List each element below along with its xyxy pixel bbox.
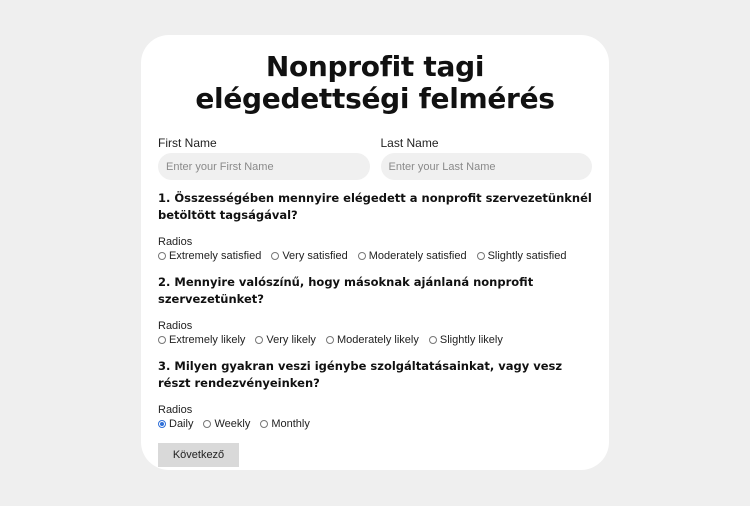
next-button[interactable]: Következő [158, 443, 239, 467]
radio-icon[interactable] [255, 336, 263, 344]
option-label: Extremely satisfied [169, 250, 262, 262]
option-label: Weekly [214, 418, 251, 430]
option-label: Slightly satisfied [487, 250, 567, 262]
option-label: Moderately satisfied [368, 250, 467, 262]
option-label: Daily [169, 418, 194, 430]
radio-icon[interactable] [358, 252, 366, 260]
option-daily[interactable] [158, 418, 193, 430]
first-name-label: First Name [158, 136, 217, 150]
question-3-radios-label: Radios [158, 404, 193, 416]
first-name-input[interactable] [158, 153, 370, 180]
radio-icon[interactable] [158, 336, 166, 344]
question-3-options [158, 418, 592, 430]
radio-icon[interactable] [203, 420, 211, 428]
radio-checked-icon[interactable] [158, 420, 166, 428]
radio-icon[interactable] [326, 336, 334, 344]
last-name-input[interactable] [381, 153, 593, 180]
option-extremely-likely[interactable] [158, 334, 245, 346]
option-very-likely[interactable] [255, 334, 316, 346]
option-label: Extremely likely [169, 334, 246, 346]
question-2: 2. Mennyire valószínű, hogy másoknak ajánlaná nonprofit szervezetünket? [158, 275, 534, 306]
survey-card [141, 35, 609, 470]
option-slightly-likely[interactable] [429, 334, 503, 346]
option-weekly[interactable] [203, 418, 250, 430]
option-extremely-satisfied[interactable] [158, 250, 261, 262]
form-title: Nonprofit tagi elégedettségi felmérés [195, 50, 555, 115]
radio-icon[interactable] [260, 420, 268, 428]
option-label: Monthly [271, 418, 310, 430]
option-monthly[interactable] [260, 418, 310, 430]
question-1-radios-label: Radios [158, 236, 193, 248]
option-moderately-satisfied[interactable] [358, 250, 467, 262]
name-row [158, 136, 592, 180]
option-moderately-likely[interactable] [326, 334, 419, 346]
radio-icon[interactable] [271, 252, 279, 260]
question-1: 1. Összességében mennyire elégedett a nonprofit szervezetünknél betöltött tagságával? [158, 191, 592, 222]
last-name-field [381, 136, 593, 180]
option-label: Moderately likely [336, 334, 419, 346]
option-label: Slightly likely [439, 334, 503, 346]
option-label: Very likely [266, 334, 316, 346]
question-2-options [158, 334, 592, 346]
radio-icon[interactable] [158, 252, 166, 260]
question-2-radios-label: Radios [158, 320, 193, 332]
last-name-label: Last Name [380, 136, 439, 150]
option-slightly-satisfied[interactable] [477, 250, 567, 262]
question-1-options [158, 250, 592, 262]
option-label: Very satisfied [282, 250, 348, 262]
option-very-satisfied[interactable] [271, 250, 347, 262]
radio-icon[interactable] [477, 252, 485, 260]
question-3: 3. Milyen gyakran veszi igénybe szolgáltatásainkat, vagy vesz részt rendezvényeinken? [158, 359, 563, 390]
radio-icon[interactable] [429, 336, 437, 344]
first-name-field [158, 136, 370, 180]
